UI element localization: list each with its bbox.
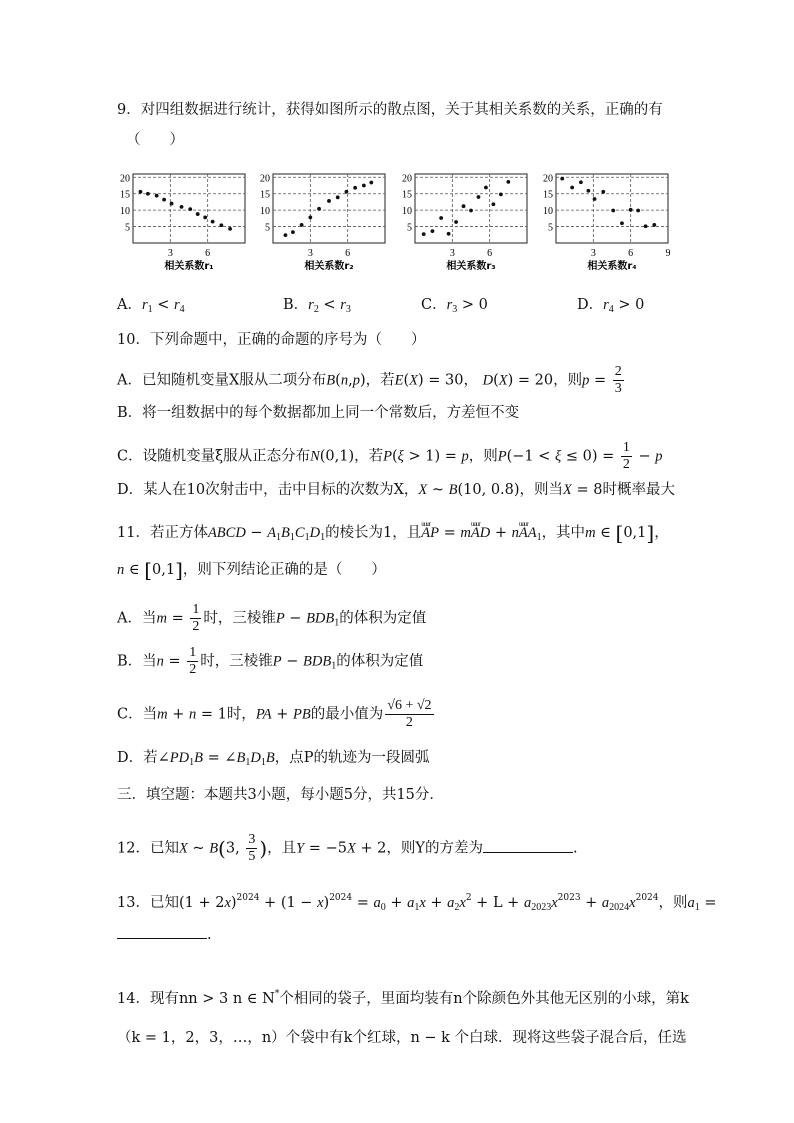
data-point — [188, 207, 192, 211]
scatter-chart-4 — [540, 165, 685, 273]
x-tick-label: 6 — [345, 248, 351, 259]
data-point — [652, 223, 656, 227]
data-point — [469, 209, 473, 213]
data-point — [146, 192, 150, 196]
q13-stem: 13．已知$(1 + 2x)^{2024} + (1 - x)^{2024} = a_0 + a_1x + a_2x^2 + L + a_{2023}x^{2023} + a_{2024}x^{2024}$，则$a_1$ = — [117, 893, 717, 913]
y-tick-label: 10 — [543, 206, 553, 218]
x-tick-label: 3 — [307, 248, 313, 259]
chart-caption: 相关系数r₁ — [164, 261, 214, 272]
data-point — [454, 220, 458, 224]
q10-option-a: A．已知随机变量X服从二项分布B(n,p)，若E(X) = 30， D(X) = 20，则p = $\frac{2}{3}$ — [117, 364, 622, 396]
y-tick-label: 10 — [402, 206, 412, 218]
x-tick-label: 9 — [665, 248, 671, 259]
data-point — [636, 209, 640, 213]
data-point — [586, 189, 590, 193]
y-tick-label: 10 — [260, 206, 270, 218]
plot-frame — [273, 174, 385, 243]
y-tick-label: 15 — [120, 189, 130, 201]
q14-stem: 14．现有nn > 3 n ∈ N*个相同的袋子，里面均装有n个除颜色外其他无区别的小球，第k — [117, 989, 689, 1007]
q9-option-b: B．$r_2 < r_3$ — [283, 297, 351, 315]
data-point — [284, 233, 288, 237]
chart-caption: 相关系数r₂ — [304, 261, 354, 272]
x-tick-label: 6 — [205, 248, 211, 259]
data-point — [611, 209, 615, 213]
q11-option-d: D．若$\angle PD_1B$ = $\angle B_1D_1B$，点P的轨迹为一段圆弧 — [117, 750, 430, 768]
data-point — [593, 197, 597, 201]
data-point — [203, 215, 207, 219]
data-point — [162, 198, 166, 202]
plot-frame — [556, 174, 668, 243]
data-point — [579, 180, 583, 184]
data-point — [336, 195, 340, 199]
y-tick-label: 15 — [402, 189, 412, 201]
data-point — [462, 204, 466, 208]
y-tick-label: 5 — [265, 222, 270, 234]
data-point — [447, 232, 451, 236]
y-tick-label: 10 — [120, 206, 130, 218]
data-point — [362, 184, 366, 188]
data-point — [139, 190, 143, 194]
data-point — [484, 186, 488, 190]
data-point — [629, 208, 633, 212]
y-tick-label: 5 — [548, 222, 553, 234]
scatter-chart-1 — [117, 165, 260, 273]
data-point — [506, 180, 510, 184]
data-point — [170, 202, 174, 206]
data-point — [431, 229, 435, 233]
q9-option-c: C．$r_3 > 0$ — [421, 297, 488, 315]
data-point — [560, 177, 564, 181]
y-tick-label: 20 — [260, 173, 270, 185]
chart-caption: 相关系数r₄ — [587, 261, 637, 272]
data-point — [155, 194, 159, 198]
y-tick-label: 20 — [543, 173, 553, 185]
data-point — [477, 195, 481, 199]
x-tick-label: 3 — [449, 248, 455, 259]
q13-answer-line: . — [117, 924, 212, 945]
data-point — [620, 221, 624, 225]
y-tick-label: 15 — [260, 189, 270, 201]
q9-option-d: D．$r_4 > 0$ — [577, 297, 645, 315]
q12-answer-blank[interactable] — [483, 838, 573, 853]
q10-option-c: C．设随机变量ξ服从正态分布N(0,1)，若P(ξ > 1) = p，则P(−1 < ξ ≤ 0) = $\frac{1}{2}$ − p — [117, 440, 663, 472]
y-tick-label: 15 — [543, 189, 553, 201]
y-tick-label: 5 — [125, 222, 130, 234]
data-point — [369, 181, 373, 185]
q11-option-b: B．当n = $\frac{1}{2}$ 时，三棱锥$P - BDB_1$的体积为定值 — [117, 645, 424, 677]
data-point — [492, 202, 496, 206]
q13-answer-blank[interactable] — [117, 924, 207, 939]
data-point — [180, 205, 184, 209]
y-tick-label: 5 — [407, 222, 412, 234]
scatter-chart-3 — [399, 165, 542, 273]
q14-stem-line2: （k = 1，2，3，…，n）个袋中有k个红球，n − k 个白球．现将这些袋子混合后，任选 — [117, 1030, 687, 1046]
data-point — [308, 215, 312, 219]
data-point — [228, 227, 232, 231]
q9-stem: 9．对四组数据进行统计，获得如图所示的散点图，关于其相关系数的关系，正确的有 — [117, 102, 663, 118]
data-point — [211, 220, 215, 224]
q9-option-a: A．$r_1 < r_4$ — [117, 297, 185, 315]
y-tick-label: 20 — [120, 173, 130, 185]
x-tick-label: 3 — [590, 248, 596, 259]
q10-option-b: B．将一组数据中的每个数据都加上同一个常数后，方差恒不变 — [117, 405, 520, 421]
x-tick-label: 3 — [167, 248, 173, 259]
data-point — [644, 224, 648, 228]
q9-paren: （ ） — [126, 132, 184, 148]
q11-option-c: C．当m + n = 1时，PA + PB的最小值为 $\frac{√6 + √2}{2}$ — [117, 698, 432, 730]
data-point — [570, 186, 574, 190]
data-point — [327, 199, 331, 203]
section-3-heading: 三．填空题：本题共3小题，每小题5分，共15分． — [117, 787, 444, 803]
data-point — [317, 207, 321, 211]
q12-stem: 12．已知X ~ B(3, $\frac{3}{5}$ )，且Y = −5X + 2，则Y的方差为 . — [117, 832, 578, 864]
data-point — [291, 230, 295, 234]
q11-stem: 11．若正方体ABCD − $A_1B_1C_1D_1$的棱长为1，且uuur AP = muuur AD + nuuur $AA_1$，其中m ∈ [0,1]， — [117, 523, 669, 548]
y-tick-label: 20 — [402, 173, 412, 185]
data-point — [353, 186, 357, 190]
q10-stem: 10．下列命题中，正确的命题的序号为（ ） — [117, 332, 426, 348]
q11-stem-line2: n ∈ [0,1]，则下列结论正确的是（ ） — [117, 558, 386, 582]
x-tick-label: 6 — [487, 248, 493, 259]
data-point — [439, 216, 443, 220]
data-point — [601, 190, 605, 194]
data-point — [300, 223, 304, 227]
data-point — [196, 212, 200, 216]
data-point — [499, 192, 503, 196]
data-point — [422, 232, 426, 236]
scatter-chart-2 — [257, 165, 400, 273]
data-point — [219, 223, 223, 227]
q11-option-a: A．当m = $\frac{1}{2}$ 时，三棱锥$P - BDB_1$的体积为定值 — [117, 602, 427, 634]
data-point — [345, 190, 349, 194]
q10-option-d: D．某人在10次射击中，击中目标的次数为X，X ~ B(10, 0.8)，则当X = 8时概率最大 — [117, 482, 675, 498]
chart-caption: 相关系数r₃ — [446, 261, 496, 272]
x-tick-label: 6 — [628, 248, 634, 259]
